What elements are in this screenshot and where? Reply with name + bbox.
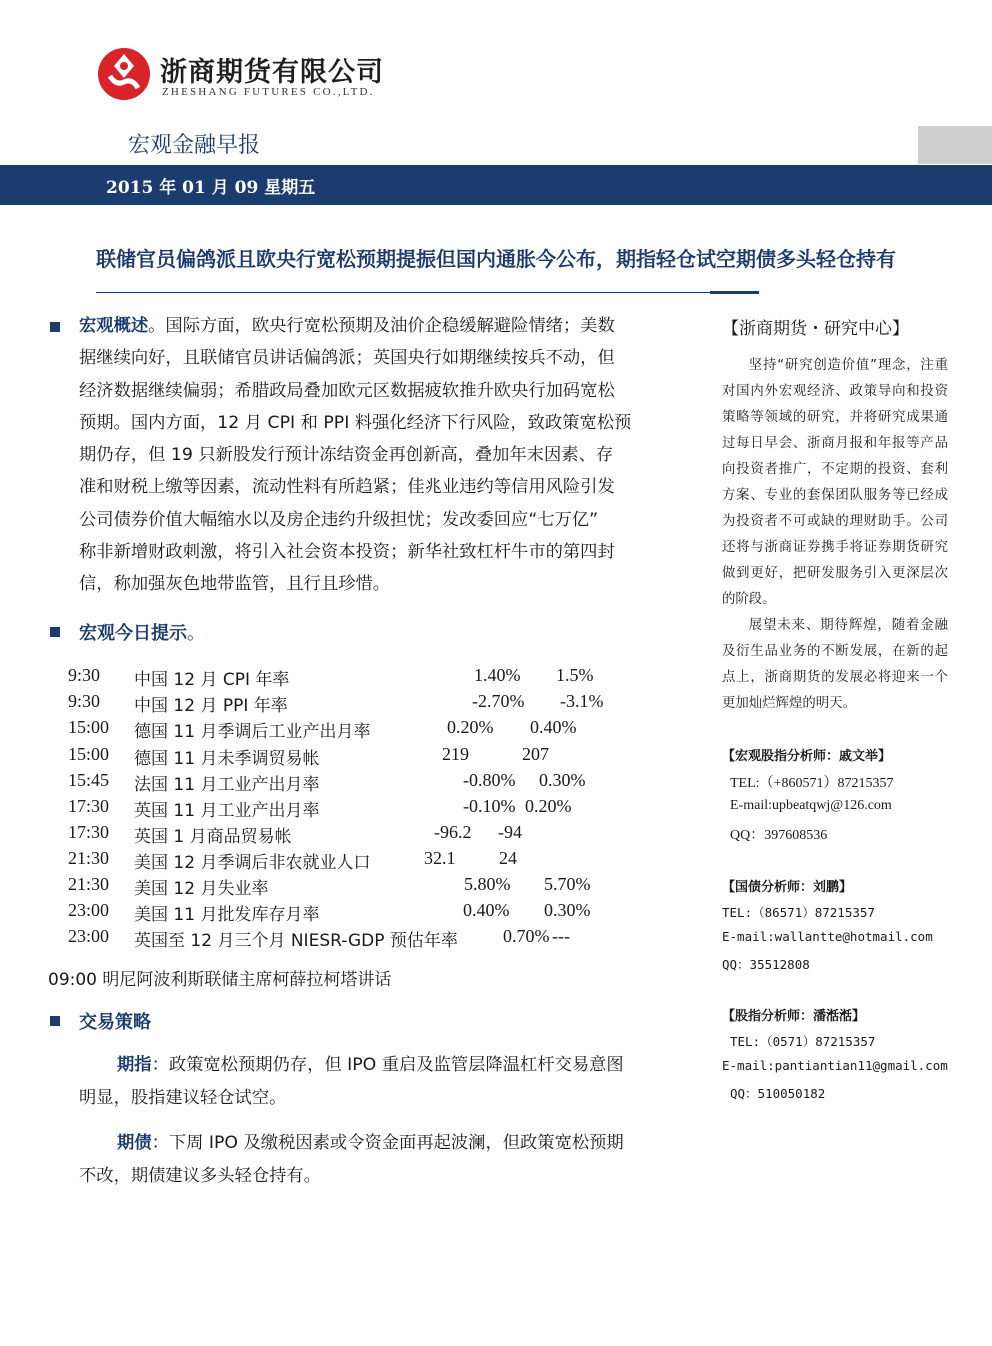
strategy-index-label: 期指 [117,1055,152,1075]
calendar-event: 中国 12 月 CPI 年率 [134,670,290,690]
overview-heading: 宏观概述 [79,316,149,336]
calendar-time: 21:30 [68,874,110,894]
overview-line: 。国际方面，欧央行宽松预期及油价企稳缓解避险情绪；美数 [148,316,615,336]
calendar-event: 中国 12 月 PPI 年率 [134,696,288,716]
overview-line: 期仍存，但 19 只新股发行预计冻结资金再创新高，叠加年末因素、存 [79,445,614,466]
calendar-row [68,717,668,743]
calendar-time: 17:30 [68,822,110,842]
analyst-name: 【宏观股指分析师：戚文举】 [722,749,892,764]
calendar-previous: -0.10% [463,796,516,816]
calendar-forecast: -3.1% [560,691,604,711]
sidebar-intro: 坚持“研究创造价值”理念，注重对国内外宏观经济、政策导向和投资策略等领域的研究，并将研究成果通过每日早会、浙商月报和年报等产品向投资者推广，不定期的投资、套利方案、专业的套保团队服务等已经成为投资者不可或缺的理财助手。公司还将与浙商证券携手将证券期货研究做到更好，把研发服务引入更深层次的阶段。 [722,358,948,607]
calendar-forecast: 0.30% [544,900,591,920]
analyst-name: 【股指分析师：潘湉湉】 [722,1009,866,1024]
divider [96,292,759,293]
analyst-email[interactable]: E-mail:upbeatqwj@126.com [730,798,892,813]
calendar-time: 21:30 [68,848,110,868]
calendar-time: 23:00 [68,900,110,920]
calendar-time: 15:00 [68,717,110,737]
strategy-index-text: ：政策宽松预期仍存，但 IPO 重启及监管层降温杠杆交易意图 [151,1055,624,1075]
bullet-icon [50,627,60,637]
calendar-row [68,848,668,874]
analyst-email[interactable]: E-mail:wallantte@hotmail.com [722,929,933,944]
calendar-forecast: 207 [522,744,549,764]
calendar-event: 法国 11 月工业产出月率 [134,775,320,795]
overview-line: 信，称加强灰色地带监管，且行且珍惜。 [79,574,391,595]
analyst-name: 【国债分析师：刘鹏】 [722,880,853,895]
calendar-event: 美国 12 月失业率 [134,879,269,899]
strategy-bond [79,1127,709,1193]
company-name-cn: 浙商期货有限公司 [160,57,384,88]
sidebar-outlook: 展望未来、期待辉煌，随着金融及衍生品业务的不断发展，在新的起点上，浙商期货的发展必将迎来一个更加灿烂辉煌的明天。 [722,618,948,711]
analyst-qq: QQ：510050182 [730,1086,826,1101]
overview-line: 公司债券价值大幅缩水以及房企违约升级担忧；发改委回应“七万亿” [79,509,599,530]
calendar-previous: -96.2 [434,822,472,842]
calendar-row [68,926,668,952]
calendar-previous: -0.80% [463,770,516,790]
calendar-row [68,900,668,926]
calendar-previous: 1.40% [474,665,521,685]
bullet-icon [50,322,60,332]
sidebar-title: 【浙商期货・研究中心】 [722,319,909,339]
strategy-heading: 交易策略 [79,1012,151,1033]
strategy-bond-label: 期债 [117,1133,152,1153]
calendar-previous: 0.70% [503,926,550,946]
calendar-previous: 0.20% [447,717,494,737]
calendar-previous: 0.40% [463,900,510,920]
calendar-previous: 5.80% [464,874,511,894]
calendar-forecast: 1.5% [556,665,594,685]
calendar-event: 美国 11 月批发库存月率 [134,905,320,925]
overview-line: 据继续向好，且联储官员讲话偏鸽派；英国央行如期继续按兵不动，但 [79,348,615,369]
today-heading [79,619,205,645]
calendar-time: 17:30 [68,796,110,816]
calendar-event: 德国 11 月未季调贸易帐 [134,749,320,769]
analyst-email[interactable]: E-mail:pantiantian11@gmail.com [722,1058,948,1073]
headline: 联储官员偏鸽派且欧央行宽松预期提振但国内通胀今公布，期指轻仓试空期债多头轻仓持有 [96,247,896,271]
calendar-event: 英国至 12 月三个月 NIESR-GDP 预估年率 [134,931,458,951]
overview-line: 准和财税上缴等因素，流动性料有所趋紧；佳兆业违约等信用风险引发 [79,477,615,498]
calendar-event: 德国 11 月季调后工业产出月率 [134,722,371,742]
analyst-qq: QQ：397608536 [730,828,828,843]
calendar-forecast: 24 [499,848,517,868]
strategy-index [79,1049,709,1115]
calendar-time: 15:00 [68,744,110,764]
overview-line: 经济数据继续偏弱；希腊政局叠加欧元区数据疲软推升欧央行加码宽松 [79,380,615,401]
calendar-row [68,665,668,691]
calendar-extra-event: 09:00 明尼阿波利斯联储主席柯薛拉柯塔讲话 [48,970,392,990]
corner-decoration [918,126,992,164]
overview-paragraph [79,310,699,601]
calendar-time: 9:30 [68,691,101,711]
calendar-row [68,874,668,900]
calendar-time: 23:00 [68,926,110,946]
calendar-time: 9:30 [68,665,101,685]
company-logo [96,46,152,102]
calendar-previous: -2.70% [472,691,525,711]
company-name-en: ZHESHANG FUTURES CO.,LTD. [162,86,375,98]
calendar-forecast: -94 [498,822,522,842]
calendar-row [68,822,668,848]
calendar-forecast: 0.20% [525,796,572,816]
calendar-row [68,796,668,822]
analyst-qq: QQ：35512808 [722,957,810,972]
report-type: 宏观金融早报 [128,133,261,158]
report-date: 2015 年 01 月 09 星期五 [106,178,316,198]
overview-line: 称非新增财政刺激，将引入社会资本投资；新华社致杠杆牛市的第四封 [79,542,615,563]
calendar-event: 美国 12 月季调后非农就业人口 [134,853,371,873]
analyst-tel: TEL:（0571）87215357 [730,1034,876,1049]
divider-accent [710,291,759,294]
today-heading-label: 宏观今日提示 [79,623,187,644]
calendar-event: 英国 1 月商品贸易帐 [134,827,292,847]
bullet-icon [50,1016,60,1026]
strategy-index-text: 明显，股指建议轻仓试空。 [79,1088,287,1108]
calendar-forecast: 0.40% [530,717,577,737]
analyst-tel: TEL:（86571）87215357 [722,905,875,920]
calendar-row [68,770,668,796]
strategy-bond-text: ：下周 IPO 及缴税因素或令资金面再起波澜，但政策宽松预期 [151,1133,624,1153]
calendar-time: 15:45 [68,770,110,790]
strategy-bond-text: 不改，期债建议多头轻仓持有。 [79,1166,321,1186]
calendar-event: 英国 11 月工业产出月率 [134,801,320,821]
calendar-row [68,744,668,770]
calendar-previous: 32.1 [424,848,456,868]
calendar-row [68,691,668,717]
calendar-forecast: --- [552,926,570,946]
analyst-tel: TEL:（+860571）87215357 [730,776,894,791]
calendar-previous: 219 [442,744,469,764]
overview-line: 预期。国内方面，12 月 CPI 和 PPI 料强化经济下行风险，致政策宽松预 [79,412,632,433]
calendar-forecast: 0.30% [539,770,586,790]
calendar-forecast: 5.70% [544,874,591,894]
today-heading-tail: 。 [187,623,205,644]
